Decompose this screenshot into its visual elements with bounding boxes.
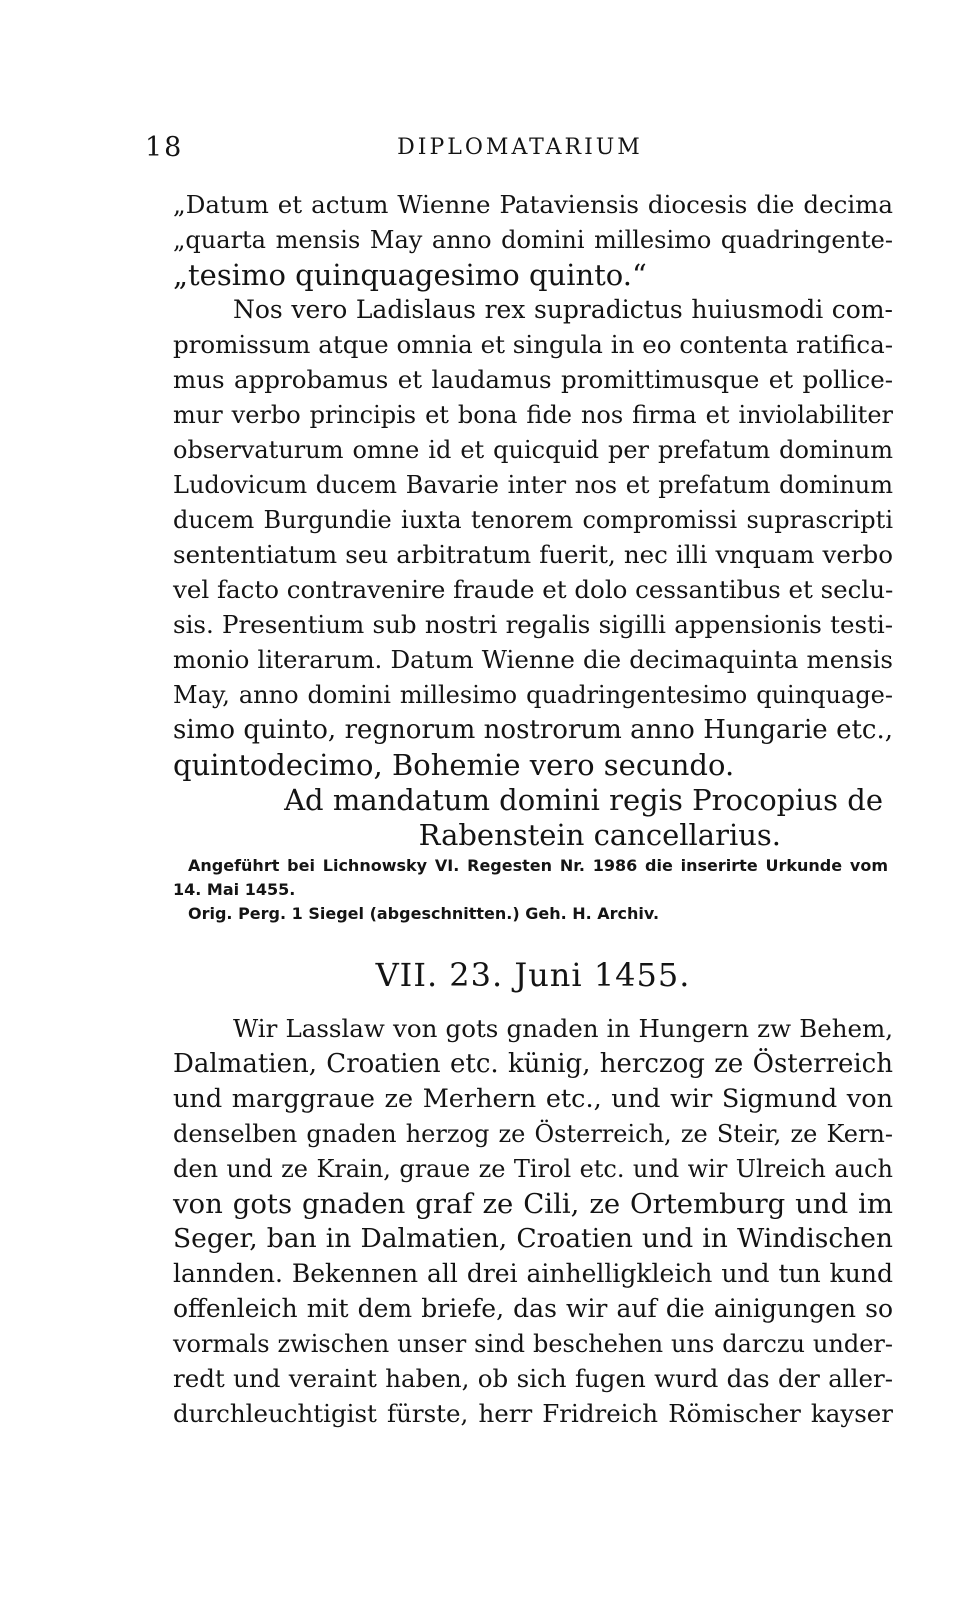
text-line: quintodecimo, Bohemie vero secundo. bbox=[173, 748, 735, 782]
page-header bbox=[145, 132, 895, 172]
text-line: durchleuchtigist fürste, herr Fridreich Römischer kayser bbox=[173, 1399, 893, 1428]
note-line: Angeführt bei Lichnowsky VI. Regesten Nr. 1986 die inserirte Urkunde vom bbox=[188, 856, 888, 875]
text-line: ducem Burgundie iuxta tenorem compromissi suprascripti bbox=[173, 506, 893, 534]
running-head: DIPLOMATARIUM bbox=[397, 135, 643, 160]
page-number: 18 bbox=[145, 132, 184, 163]
text-line: vormals zwischen unser sind beschehen uns darczu under- bbox=[173, 1330, 893, 1358]
text-line: „quarta mensis May anno domini millesimo quadringente- bbox=[173, 226, 893, 254]
text-line: „tesimo quinquagesimo quinto.“ bbox=[173, 258, 647, 292]
note-line: 14. Mai 1455. bbox=[173, 880, 296, 899]
text-line: Ludovicum ducem Bavarie inter nos et prefatum dominum bbox=[173, 471, 893, 499]
text-line: promissum atque omnia et singula in eo contenta ratifica- bbox=[173, 330, 893, 359]
text-line: den und ze Krain, graue ze Tirol etc. und wir Ulreich auch bbox=[173, 1155, 893, 1183]
text-line: offenleich mit dem briefe, das wir auf die ainigungen so bbox=[173, 1294, 893, 1323]
text-line: simo quinto, regnorum nostrorum anno Hungarie etc., bbox=[173, 715, 893, 745]
text-line: vel facto contravenire fraude et dolo cessantibus et seclu- bbox=[173, 575, 894, 604]
document-heading: VII. 23. Juni 1455. bbox=[375, 956, 691, 994]
text-line: „Datum et actum Wienne Pataviensis diocesis die decima bbox=[173, 190, 893, 219]
text-line: observaturum omne id et quicquid per prefatum dominum bbox=[173, 436, 893, 464]
note-line: Orig. Perg. 1 Siegel (abgeschnitten.) Geh. H. Archiv. bbox=[188, 904, 660, 923]
text-line: May, anno domini millesimo quadringentesimo quinquage- bbox=[173, 681, 893, 709]
text-line: redt und veraint haben, ob sich fugen wurd das der aller- bbox=[173, 1364, 893, 1393]
text-line: Nos vero Ladislaus rex supradictus huiusmodi com- bbox=[233, 295, 893, 324]
text-line: sis. Presentium sub nostri regalis sigilli appensionis testi- bbox=[173, 610, 893, 639]
text-line: Seger, ban in Dalmatien, Croatien und in Windischen bbox=[173, 1223, 893, 1254]
signature-line: Ad mandatum domini regis Procopius de bbox=[284, 783, 883, 817]
text-line: Wir Lasslaw von gots gnaden in Hungern zw Behem, bbox=[233, 1014, 893, 1043]
text-line: sententiatum seu arbitratum fuerit, nec illi vnquam verbo bbox=[173, 540, 893, 569]
signature-line: Rabenstein cancellarius. bbox=[418, 818, 781, 852]
text-line: lannden. Bekennen all drei ainhelligkleich und tun kund bbox=[173, 1259, 893, 1288]
text-line: mur verbo principis et bona fide nos firma et inviolabiliter bbox=[173, 401, 893, 429]
text-line: mus approbamus et laudamus promittimusque et pollice- bbox=[173, 365, 893, 394]
text-line: Dalmatien, Croatien etc. künig, herczog ze Österreich bbox=[173, 1049, 893, 1079]
text-line: von gots gnaden graf ze Cili, ze Ortemburg und im bbox=[173, 1188, 893, 1220]
text-line: und marggraue ze Merhern etc., und wir Sigmund von bbox=[173, 1084, 893, 1114]
text-line: monio literarum. Datum Wienne die decimaquinta mensis bbox=[173, 645, 893, 674]
text-line: denselben gnaden herzog ze Österreich, ze Steir, ze Kern- bbox=[173, 1120, 893, 1148]
